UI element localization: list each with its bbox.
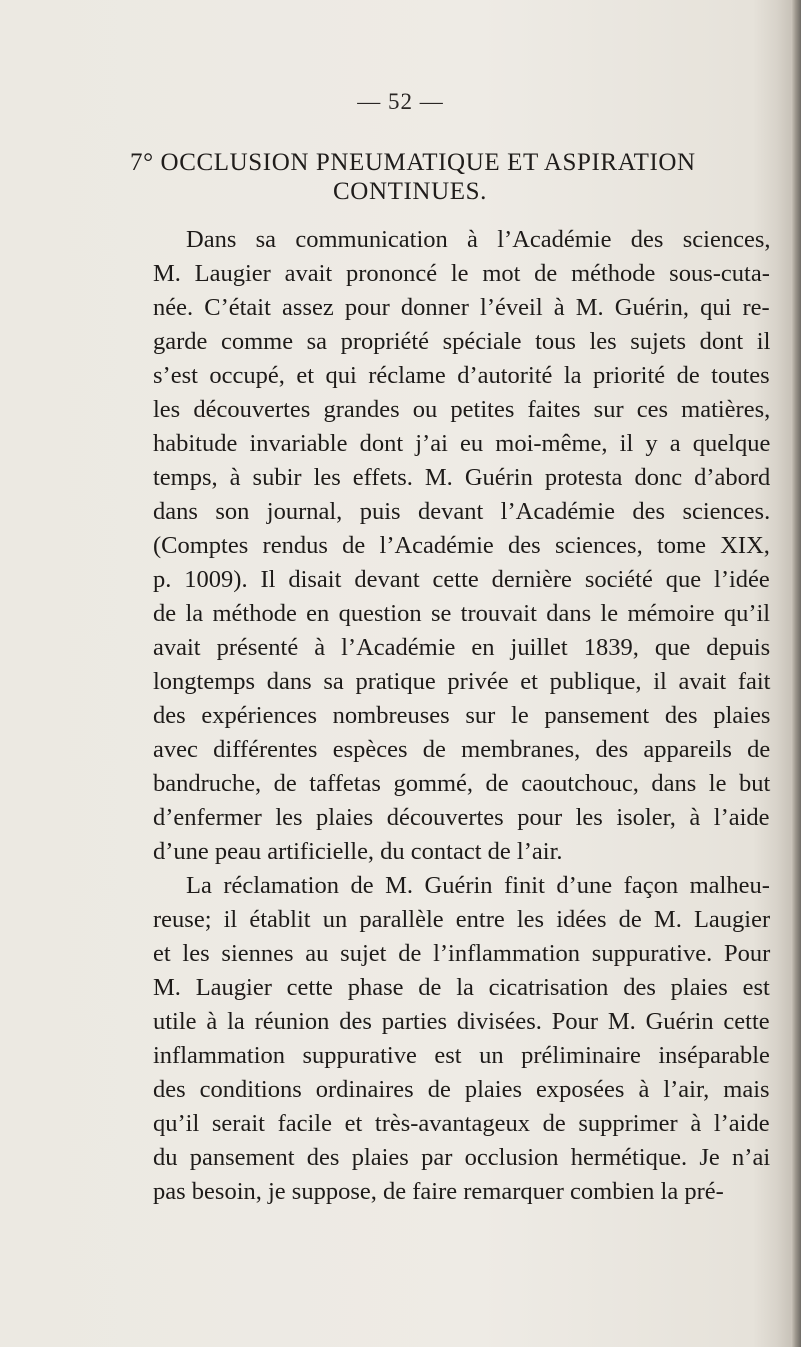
text-line: des conditions ordinaires de plaies exposées à l’air, mais: [153, 1076, 770, 1103]
text-line: (Comptes rendus de l’Académie des sciences, tome XIX,: [153, 532, 770, 559]
text-line: habitude invariable dont j’ai eu moi-même, il y a quelque: [153, 430, 771, 457]
text-line: les découvertes grandes ou petites faites sur ces matières,: [153, 396, 771, 423]
text-line: p. 1009). Il disait devant cette dernière société que l’idée: [153, 566, 770, 593]
text-line: et les siennes au sujet de l’inflammation suppurative. Pour: [153, 940, 771, 967]
heading-line-2: CONTINUES.: [333, 178, 487, 205]
text-line: M. Laugier avait prononcé le mot de méthode sous-cuta-: [153, 260, 770, 287]
page-number: — 52 —: [357, 89, 444, 114]
page-edge-shadow: [791, 0, 801, 1347]
text-line: avait présenté à l’Académie en juillet 1839, que depuis: [153, 634, 771, 661]
heading-line-1: 7° OCCLUSION PNEUMATIQUE ET ASPIRATION: [130, 149, 696, 176]
text-line: de la méthode en question se trouvait dans le mémoire qu’il: [153, 600, 771, 627]
text-line: d’enfermer les plaies découvertes pour les isoler, à l’aide: [153, 804, 770, 831]
text-line: du pansement des plaies par occlusion hermétique. Je n’ai: [153, 1144, 771, 1171]
text-line: bandruche, de taffetas gommé, de caoutchouc, dans le but: [153, 770, 771, 797]
text-line: Dans sa communication à l’Académie des sciences,: [186, 226, 771, 253]
text-line: garde comme sa propriété spéciale tous les sujets dont il: [153, 328, 771, 355]
text-line: reuse; il établit un parallèle entre les idées de M. Laugier: [153, 906, 771, 933]
text-line: née. C’était assez pour donner l’éveil à M. Guérin, qui re-: [153, 294, 770, 321]
text-line: La réclamation de M. Guérin finit d’une façon malheu-: [186, 872, 770, 899]
text-line: utile à la réunion des parties divisées. Pour M. Guérin cette: [153, 1008, 770, 1035]
text-line: des expériences nombreuses sur le pansement des plaies: [153, 702, 771, 729]
text-line: d’une peau artificielle, du contact de l’air.: [153, 838, 563, 865]
text-line: dans son journal, puis devant l’Académie des sciences.: [153, 498, 771, 525]
text-line: longtemps dans sa pratique privée et publique, il avait fait: [153, 668, 771, 695]
text-line: qu’il serait facile et très-avantageux de supprimer à l’aide: [153, 1110, 770, 1137]
text-line: M. Laugier cette phase de la cicatrisation des plaies est: [153, 974, 770, 1001]
text-line: s’est occupé, et qui réclame d’autorité la priorité de toutes: [153, 362, 770, 389]
text-line: pas besoin, je suppose, de faire remarquer combien la pré-: [153, 1178, 724, 1205]
text-line: inflammation suppurative est un préliminaire inséparable: [153, 1042, 770, 1069]
text-line: avec différentes espèces de membranes, des appareils de: [153, 736, 771, 763]
section-heading: [130, 148, 696, 206]
text-line: temps, à subir les effets. M. Guérin protesta donc d’abord: [153, 464, 771, 491]
